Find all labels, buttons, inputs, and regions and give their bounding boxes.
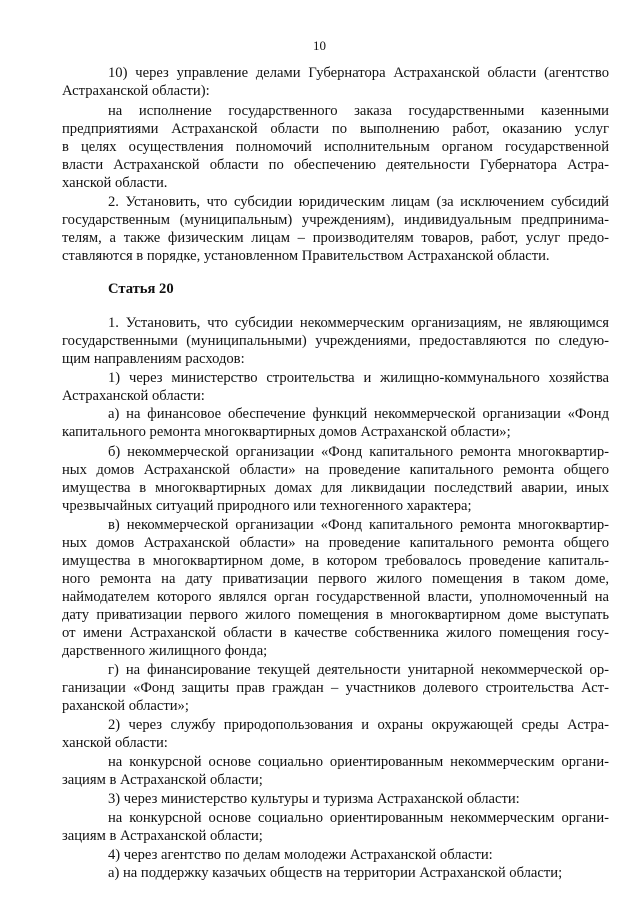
text-line: предприятиями Астраханской области по выполнению работ, оказанию услуг [62, 121, 609, 137]
text-line: 2) через службу природопользования и охраны окружающей среды Астра- [108, 717, 609, 733]
text-line: дарственного жилищного фонда; [62, 643, 268, 659]
text-line: 2. Установить, что субсидии юридическим лицам (за исключением субсидий [108, 194, 609, 210]
text-line: а) на финансовое обеспечение функций некоммерческой организации «Фонд [108, 406, 609, 422]
text-line: телям, а также физическим лицам – производителям товаров, работ, услуг предо- [62, 230, 609, 246]
text-line: в целях осуществления полномочий исполнительным органом государственной [62, 139, 609, 155]
text-line: имущества в многоквартирных домах для ликвидации последствий аварии, иных [62, 480, 609, 496]
text-line: на исполнение государственного заказа государственными казенными [108, 103, 609, 119]
text-line: а) на поддержку казачьих обществ на территории Астраханской области; [108, 865, 563, 881]
text-line: г) на финансирование текущей деятельности унитарной некоммерческой ор- [108, 662, 609, 678]
text-line: 1. Установить, что субсидии некоммерческим организациям, не являющимся [108, 315, 609, 331]
text-line: ханской области: [62, 735, 168, 751]
page-number: 10 [313, 38, 326, 53]
text-line: на конкурсной основе социально ориентированным некоммерческим органи- [108, 754, 609, 770]
text-line: ных домов Астраханской области» на проведение капитального ремонта общего [62, 535, 609, 551]
text-line: государственным (муниципальным) учреждениям), индивидуальным предпринима- [62, 212, 609, 228]
text-line: 1) через министерство строительства и жилищно-коммунального хозяйства [108, 370, 609, 386]
text-line: зациям в Астраханской области; [62, 772, 263, 788]
text-line: наймодателем которого являлся орган государственной власти, уполномоченный на [62, 589, 609, 605]
text-line: ставляются в порядке, установленном Правительством Астраханской области. [62, 248, 550, 264]
text-line: в) некоммерческой организации «Фонд капитального ремонта многоквартир- [108, 517, 609, 533]
text-line: имущества в многоквартирном доме, в котором требовалось проведение капиталь- [62, 553, 609, 569]
text-line: государственными (муниципальными) учреждениями, предоставляются по следую- [62, 333, 609, 349]
text-line: ханской области. [62, 175, 168, 191]
text-line: дату приватизации первого жилого помещения в многоквартирном доме выступать [62, 607, 609, 623]
text-line: чрезвычайных ситуаций природного или техногенного характера; [62, 498, 472, 514]
text-line: на конкурсной основе социально ориентированным некоммерческим органи- [108, 810, 609, 826]
article-heading: Статья 20 [108, 281, 174, 297]
text-line: щим направлениям расходов: [62, 351, 245, 367]
text-line: Астраханской области): [62, 83, 210, 99]
text-line: капитального ремонта многоквартирных домов Астраханской области»; [62, 424, 511, 440]
text-line: 10) через управление делами Губернатора Астраханской области (агентство [108, 65, 609, 81]
text-line: 3) через министерство культуры и туризма Астраханской области: [108, 791, 520, 807]
text-line: 4) через агентство по делам молодежи Астраханской области: [108, 847, 493, 863]
text-line: зациям в Астраханской области; [62, 828, 263, 844]
text-line: от имени Астраханской области в качестве собственника жилого помещения госу- [62, 625, 609, 641]
text-line: б) некоммерческой организации «Фонд капитального ремонта многоквартир- [108, 444, 609, 460]
text-line: Астраханской области: [62, 388, 205, 404]
text-line: раханской области»; [62, 698, 189, 714]
text-line: власти Астраханской области по обеспечению деятельности Губернатора Астра- [62, 157, 609, 173]
text-line: ных домов Астраханской области» на проведение капитального ремонта общего [62, 462, 609, 478]
text-line: ганизации «Фонд защиты прав граждан – участников долевого строительства Аст- [62, 680, 609, 696]
text-line: ного ремонта на дату приватизации первого жилого помещения в таком доме, [62, 571, 609, 587]
